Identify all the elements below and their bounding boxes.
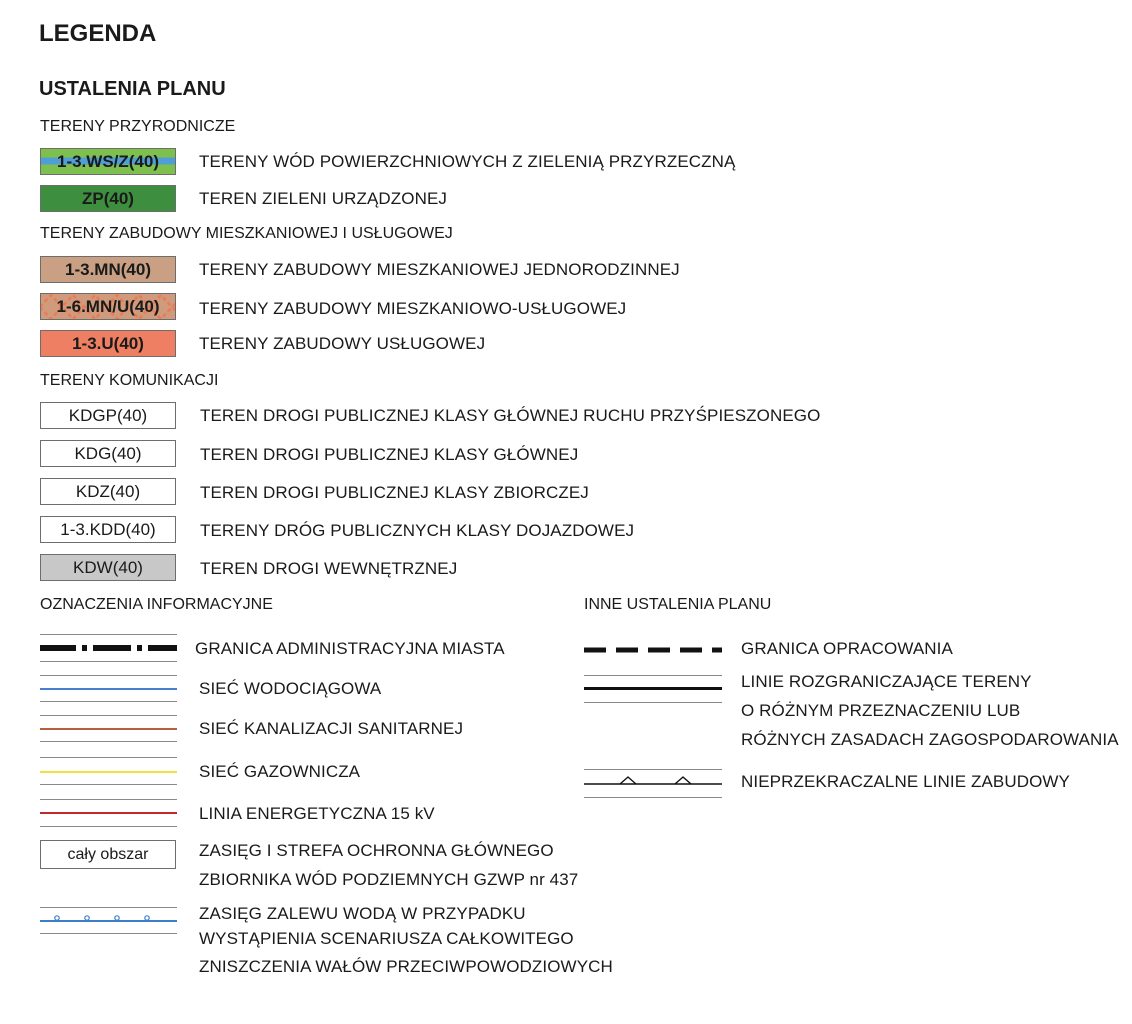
desc-ws-z: TERENY WÓD POWIERZCHNIOWYCH Z ZIELENIĄ PRZYRZECZNĄ bbox=[199, 152, 736, 171]
desc-gzwp-line2: ZBIORNIKA WÓD PODZIEMNYCH GZWP nr 437 bbox=[199, 870, 579, 889]
desc-kdw: TEREN DROGI WEWNĘTRZNEJ bbox=[200, 559, 458, 578]
flood-line bbox=[40, 908, 177, 933]
swatch-zp-code: ZP(40) bbox=[82, 188, 134, 208]
desc-admin-border: GRANICA ADMINISTRACYJNA MIASTA bbox=[195, 639, 505, 658]
symbol-water-network bbox=[40, 675, 177, 702]
desc-dividing-line2: O RÓŻNYM PRZEZNACZENIU LUB bbox=[741, 701, 1021, 720]
symbol-dividing-lines bbox=[584, 675, 722, 703]
swatch-gzwp bbox=[40, 840, 176, 869]
swatch-ws-z-code: 1-3.WS/Z(40) bbox=[56, 151, 160, 171]
swatch-zp bbox=[40, 185, 176, 212]
swatch-kdw bbox=[40, 554, 176, 581]
swatch-u-code: 1-3.U(40) bbox=[72, 333, 144, 353]
desc-kdg: TEREN DROGI PUBLICZNEJ KLASY GŁÓWNEJ bbox=[200, 445, 579, 464]
desc-study-border: GRANICA OPRACOWANIA bbox=[741, 639, 953, 658]
swatch-kdd-code: 1-3.KDD(40) bbox=[60, 519, 156, 539]
swatch-kdd bbox=[40, 516, 176, 543]
swatch-kdz-code: KDZ(40) bbox=[75, 481, 141, 501]
symbol-building-line bbox=[584, 769, 722, 798]
swatch-kdg-code: KDG(40) bbox=[74, 443, 142, 463]
power-line bbox=[40, 812, 177, 814]
swatch-kdg bbox=[40, 440, 176, 467]
desc-kdd: TERENY DRÓG PUBLICZNYCH KLASY DOJAZDOWEJ bbox=[200, 521, 635, 540]
desc-flood-line3: ZNISZCZENIA WAŁÓW PRZECIWPOWODZIOWYCH bbox=[199, 957, 613, 976]
desc-gas: SIEĆ GAZOWNICZA bbox=[199, 762, 361, 781]
swatch-kdw-code: KDW(40) bbox=[73, 557, 143, 577]
desc-dividing-line3: RÓŻNYCH ZASADACH ZAGOSPODAROWANIA bbox=[741, 730, 1119, 749]
plan-title: USTALENIA PLANU bbox=[39, 78, 226, 100]
desc-mn-u: TERENY ZABUDOWY MIESZKANIOWO-USŁUGOWEJ bbox=[199, 299, 627, 318]
section-nature-heading: TERENY PRZYRODNICZE bbox=[40, 118, 236, 135]
desc-kdz: TEREN DROGI PUBLICZNEJ KLASY ZBIORCZEJ bbox=[200, 483, 589, 502]
desc-dividing-line1: LINIE ROZGRANICZAJĄCE TERENY bbox=[741, 672, 1032, 691]
desc-kdgp: TEREN DROGI PUBLICZNEJ KLASY GŁÓWNEJ RUCHU PRZYŚPIESZONEGO bbox=[200, 406, 821, 425]
desc-gzwp-line1: ZASIĘG I STREFA OCHRONNA GŁÓWNEGO bbox=[199, 841, 554, 860]
desc-flood-line2: WYSTĄPIENIA SCENARIUSZA CAŁKOWITEGO bbox=[199, 929, 574, 948]
swatch-gzwp-label: cały obszar bbox=[67, 845, 149, 863]
legend-title: LEGENDA bbox=[39, 20, 157, 47]
desc-building-line: NIEPRZEKRACZALNE LINIE ZABUDOWY bbox=[741, 772, 1070, 791]
symbol-gas-network bbox=[40, 757, 177, 785]
gas-line bbox=[40, 771, 177, 773]
study-border-line bbox=[584, 636, 722, 664]
sewer-line bbox=[40, 728, 177, 730]
symbol-sewer-network bbox=[40, 715, 177, 742]
desc-sewer: SIEĆ KANALIZACJI SANITARNEJ bbox=[199, 719, 464, 738]
symbol-flood-range bbox=[40, 907, 177, 934]
swatch-kdgp-code: KDGP(40) bbox=[68, 405, 148, 425]
desc-flood-line1: ZASIĘG ZALEWU WODĄ W PRZYPADKU bbox=[199, 904, 526, 923]
swatch-mn-code: 1-3.MN(40) bbox=[65, 259, 151, 279]
swatch-kdz bbox=[40, 478, 176, 505]
section-other-heading: INNE USTALENIA PLANU bbox=[584, 596, 772, 613]
water-line bbox=[40, 688, 177, 690]
desc-water: SIEĆ WODOCIĄGOWA bbox=[199, 679, 382, 698]
symbol-admin-border bbox=[40, 634, 177, 662]
swatch-mn-u bbox=[40, 293, 176, 320]
dividing-line bbox=[584, 687, 722, 690]
section-info-heading: OZNACZENIA INFORMACYJNE bbox=[40, 596, 273, 613]
section-transport-heading: TERENY KOMUNIKACJI bbox=[40, 372, 219, 389]
swatch-u bbox=[40, 330, 176, 357]
symbol-power-line bbox=[40, 799, 177, 827]
desc-mn: TERENY ZABUDOWY MIESZKANIOWEJ JEDNORODZINNEJ bbox=[199, 260, 680, 279]
swatch-mn-u-code: 1-6.MN/U(40) bbox=[56, 296, 160, 316]
building-line bbox=[584, 770, 722, 797]
swatch-ws-z bbox=[40, 148, 176, 175]
admin-border-line bbox=[40, 635, 177, 661]
desc-u: TERENY ZABUDOWY USŁUGOWEJ bbox=[199, 334, 486, 353]
section-residential-heading: TERENY ZABUDOWY MIESZKANIOWEJ I USŁUGOWEJ bbox=[40, 225, 453, 242]
desc-zp: TEREN ZIELENI URZĄDZONEJ bbox=[199, 189, 447, 208]
swatch-mn bbox=[40, 256, 176, 283]
swatch-kdgp bbox=[40, 402, 176, 429]
symbol-study-border bbox=[584, 636, 722, 664]
desc-power: LINIA ENERGETYCZNA 15 kV bbox=[199, 804, 435, 823]
